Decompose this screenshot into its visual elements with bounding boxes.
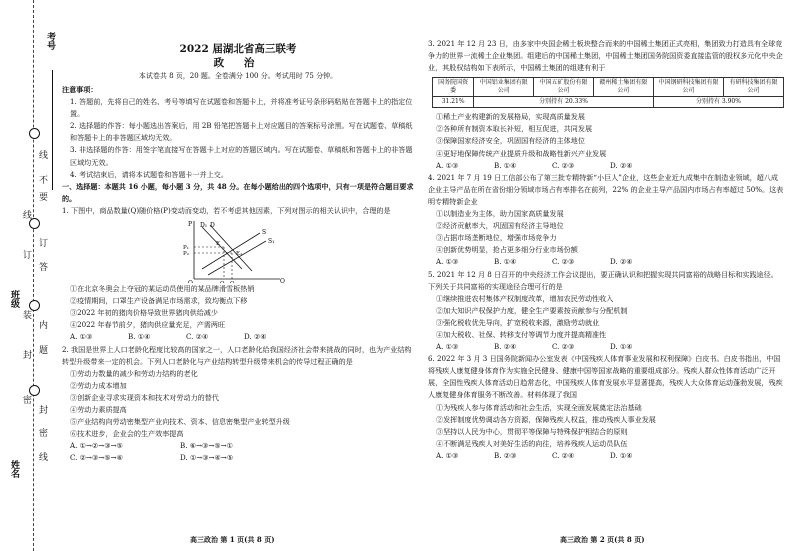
option-c: C. ②④ <box>186 332 209 342</box>
d-label: D <box>210 222 215 230</box>
binding-word: 线 <box>21 210 31 221</box>
q4-item: ④创新优势明显，抢占更多细分行业市场份额 <box>436 245 578 255</box>
table-cell: 中国五矿股份有限公司 <box>534 78 594 97</box>
q3-item: ②各种所有制资本取长补短，相互促进，共同发展 <box>436 124 593 134</box>
name-label: 姓名 <box>9 460 19 478</box>
page-1-column <box>62 0 414 464</box>
e1-label: E₁ <box>236 251 243 258</box>
q2-label <box>230 281 237 283</box>
q2-item: ③创新企业寻求实现资本和技术对劳动力的替代 <box>70 392 219 402</box>
binding-hole <box>29 128 40 139</box>
q5-item: ②加大知识产权保护力度，健全生产要素按贡献参与分配机制 <box>436 305 628 315</box>
page-2-footer: 高三政治 第 2 页(共 8 页) <box>560 535 645 544</box>
s-label: S <box>262 229 267 237</box>
table-cell: 赣州稀土集团有限公司 <box>593 78 653 97</box>
option-a: A. ①③ <box>436 257 459 267</box>
axis-p-label: P <box>188 221 193 229</box>
option-d: D. ②④ <box>244 332 267 342</box>
q3-options <box>428 160 784 172</box>
q4-options <box>428 256 784 268</box>
q6-item: ①为残疾人参与体育活动和社会生活，实现全面发展奠定法治基础 <box>436 402 642 412</box>
page-2-column <box>428 38 784 462</box>
option-c: C. ②③ <box>552 342 575 352</box>
q5-item: ④加大税收、社保、转移支付等调节力度并提高精准性 <box>436 329 607 339</box>
p1-label: P₁ <box>183 245 189 252</box>
q1-label <box>220 281 227 283</box>
p2-label: P₂ <box>183 251 189 258</box>
section-heading: 一、选择题：本题共 16 小题，每小题 3 分，共 48 分。在每小题给出的四个选项中，只有一项是符合题目要求的。 <box>62 181 414 203</box>
question-5-stem: 5. 2021 年 12 月 8 日召开的中央经济工作会议提出，要正确认识和把握实现共同富裕的战略目标和实践途径。下列关于共同富裕的实现途径合理可行的是 <box>428 269 778 291</box>
question-6-stem: 6. 2022 年 3 月 3 日国务院新闻办公室发表《中国残疾人体育事业发展和权利保障》白皮书。白皮书指出，中国将残疾人康复健身体育作为实施全民健身、健康中国等国家战略的重要组成部分。残疾人群众性体育活动广泛开展，全国性残疾人体育活动日趋常态化，中国残疾人体育发展水平显著提高，残疾人大众体育运动蓬勃发展，残疾人康复健身体育服务不断改善。材料体现了我国 <box>428 354 783 400</box>
table-cell: 中国钢研科技集团有限公司 <box>653 78 723 97</box>
curve-s <box>202 233 260 269</box>
curve-d1 <box>210 225 252 271</box>
supply-demand-chart <box>62 217 414 283</box>
seal-word: 不 <box>37 175 47 186</box>
s1-label: S₁ <box>268 238 275 246</box>
notes-heading: 注意事项： <box>62 85 98 94</box>
question-3-stem: 3. 2021 年 12 月 23 日，由多家中央国企稀土板块整合而来的中国稀土集团正式亮相，集团致力打造具有全球竞争力的世界一流稀土企业集团。组建后的中国稀土集团，中国稀土集团国务院国资委直接监管的股权多元化中央企业，其股权结构如下表所示，中国稀土集团的组建有利于 <box>428 39 783 73</box>
q2-item: ①劳动力数量的减少和劳动力结构的老化 <box>70 368 198 378</box>
q2-item: ⑤产业结构向劳动密集型产业向技术、资本、信息密集型产业转型升级 <box>70 417 290 427</box>
exam-meta: 本试卷共 8 页，20 题。全卷满分 100 分。考试用时 75 分钟。 <box>138 72 338 80</box>
q4-item: ②经济贡献率大，巩固国有经济主导地位 <box>436 221 564 231</box>
q2-item: ⑥技术进步，企业会的生产效率提高 <box>70 429 184 439</box>
option-c: C. ②③ <box>552 257 575 267</box>
q1-item: ②疫情期间，口罩生产设备满足市场需求，致均衡点下移 <box>70 296 248 306</box>
option-c: C. ②→③→⑤→⑥ <box>70 453 123 463</box>
option-d: D. ①④ <box>610 342 633 352</box>
seal-word: 密 <box>37 428 47 439</box>
option-c: C. ②④ <box>552 450 575 460</box>
binding-word: 封 <box>21 350 31 361</box>
exam-subject: 政 治 <box>213 57 263 69</box>
q1-item: ④2022 年春节前夕，猪肉供应量充足，产需两旺 <box>70 320 226 330</box>
e-label: E <box>216 241 221 248</box>
option-c: C. ②③ <box>552 160 575 170</box>
note-item: 3. 非选择题的作答：用签字笔直接写在答题卡上对应的答题区域内。写在试题卷、草稿纸和答题卡上的非答题区域均无效。 <box>70 145 413 167</box>
q2-item: ④劳动力素质提高 <box>70 404 127 414</box>
table-cell: 31.21% <box>433 97 474 108</box>
question-1-stem: 1. 下图中，商品数量(Q)随价格(P)变动而变动，若不考虑其他因素，下列对图示的相关认识中，合理的是 <box>62 205 391 215</box>
seal-word: 线 <box>37 150 47 161</box>
d1-label: D₁ <box>200 222 208 230</box>
q1-item: ①在北京冬奥会上夺冠的某运动员使用的某品牌滑雪板热销 <box>70 284 255 294</box>
note-item: 2. 选择题的作答：每小题选出答案后，用 2B 铅笔把答题卡上对应题目的答案标号涂黑。写在试题卷、草稿纸和答题卡上的非答题区域均无效。 <box>70 121 413 143</box>
axis-q-label: Q <box>280 278 285 284</box>
option-b: B. ①④ <box>494 160 517 170</box>
option-a: A. ①→②→③→⑤ <box>70 441 123 451</box>
exam-title: 2022 届湖北省高三联考 <box>179 43 297 55</box>
q2-options-row1 <box>62 440 414 452</box>
option-a: A. ①③ <box>436 342 459 352</box>
table-cell: 分别持有 3.90% <box>653 97 783 108</box>
question-2-stem: 2. 我国是世界上人口老龄化程度比较高的国家之一，人口老龄化给我国经济社会带来挑战的同时，也为产业结构转型升级带来一定的机会。下列人口老龄化与产业结构转型升级带来机会的传导过程正确的是 <box>62 344 412 366</box>
option-a: A. ①③ <box>70 332 93 342</box>
seal-word: 线 <box>37 452 47 463</box>
q6-item: ②发挥制度优势调动各方资源，保障残疾人权益，推动残疾人事业发展 <box>436 414 656 424</box>
option-d: D. ②④ <box>610 257 633 267</box>
q2-options-row2 <box>62 452 414 464</box>
option-b: B. ①④ <box>494 257 517 267</box>
option-a: A. ①③ <box>436 160 459 170</box>
q6-item: ④不断满足残疾人对美好生活的向往，培养残疾人运动员队伍 <box>436 438 628 448</box>
supply-demand-svg <box>62 217 414 283</box>
q3-item: ④更好地保障传统产业提质升级和战略性新兴产业发展 <box>436 148 607 158</box>
option-b: B. ②④ <box>494 342 517 352</box>
seal-word: 题 <box>37 345 47 356</box>
note-item: 4. 考试结束后，请将本试题卷和答题卡一并上交。 <box>70 169 228 179</box>
q1-item: ③2022 年初的猪肉价格导致世界猪肉供给减少 <box>70 308 218 318</box>
binding-word: 密 <box>21 395 31 406</box>
table-cell: 国务院国资委 <box>433 78 474 97</box>
q6-options <box>428 450 784 462</box>
option-b: B. ①④ <box>128 332 151 342</box>
option-d: D. ①④ <box>610 450 633 460</box>
page-1-footer: 高三政治 第 1 页(共 8 页) <box>190 535 275 544</box>
origin-label <box>188 280 193 283</box>
q4-item: ①以制造业为主体，助力国家高质量发展 <box>436 209 564 219</box>
seal-word: 答 <box>37 262 47 273</box>
class-label: 班级 <box>9 290 19 308</box>
table-cell: 分别持有 20.33% <box>474 97 654 108</box>
q1-options <box>62 331 414 343</box>
q5-options <box>428 341 784 353</box>
option-d: D. ①→③→④→⑤ <box>180 453 234 463</box>
binding-word: 订 <box>21 250 31 261</box>
seal-word: 内 <box>37 320 47 331</box>
seal-line <box>33 0 34 551</box>
option-b: B. ⑥→③→⑤→① <box>180 441 233 451</box>
note-item: 1. 答题前，先将自己的姓名、考号等填写在试题卷和答题卡上，并将准考证号条形码粘贴在答题卡上的指定位置。 <box>70 97 413 119</box>
table-cell: 有研科技集团有限公司 <box>724 78 784 97</box>
q3-item: ①稀土产业构建新的发展格局，实现高质量发展 <box>436 112 585 122</box>
seal-word: 订 <box>37 238 47 249</box>
q2-item: ②劳动力成本增加 <box>70 380 127 390</box>
exam-no-label: 考号 <box>45 32 55 50</box>
option-b: B. ②③ <box>494 450 517 460</box>
seal-word: 封 <box>37 405 47 416</box>
binding-margin <box>0 0 58 551</box>
option-a: A. ①③ <box>436 450 459 460</box>
binding-word: 装 <box>21 310 31 321</box>
seal-word: 要 <box>37 192 47 203</box>
q5-item: ①继续推进农村集体产权制度改革，增加农民劳动性收入 <box>436 293 614 303</box>
q5-item: ③强化税收优先导向，扩宽税收来源，激励劳动就业 <box>436 317 600 327</box>
q6-item: ③坚持以人民为中心，贯彻平等保障与特殊保护相结合的原则 <box>436 426 628 436</box>
q3-item: ③保障国家经济安全，巩固国有经济的主体地位 <box>436 136 585 146</box>
equity-table <box>432 77 784 108</box>
option-d: D. ②④ <box>610 160 633 170</box>
question-4-stem: 4. 2021 年 7 月 19 日工信部公布了第三批专精特新“小巨人”企业，这些企业近九成集中在制造业领域，超八成企业主导产品在所在省份细分领域市场占有率排名在前列，22% 的企业主导产品国内市场占有率超过 50%。这表明专精特新企业 <box>428 172 784 206</box>
table-cell: 中国铝业集团有限公司 <box>474 78 534 97</box>
exam-no-blank <box>52 70 53 190</box>
q4-item: ③占据市场垄断地位，增强市场竞争力 <box>436 233 557 243</box>
